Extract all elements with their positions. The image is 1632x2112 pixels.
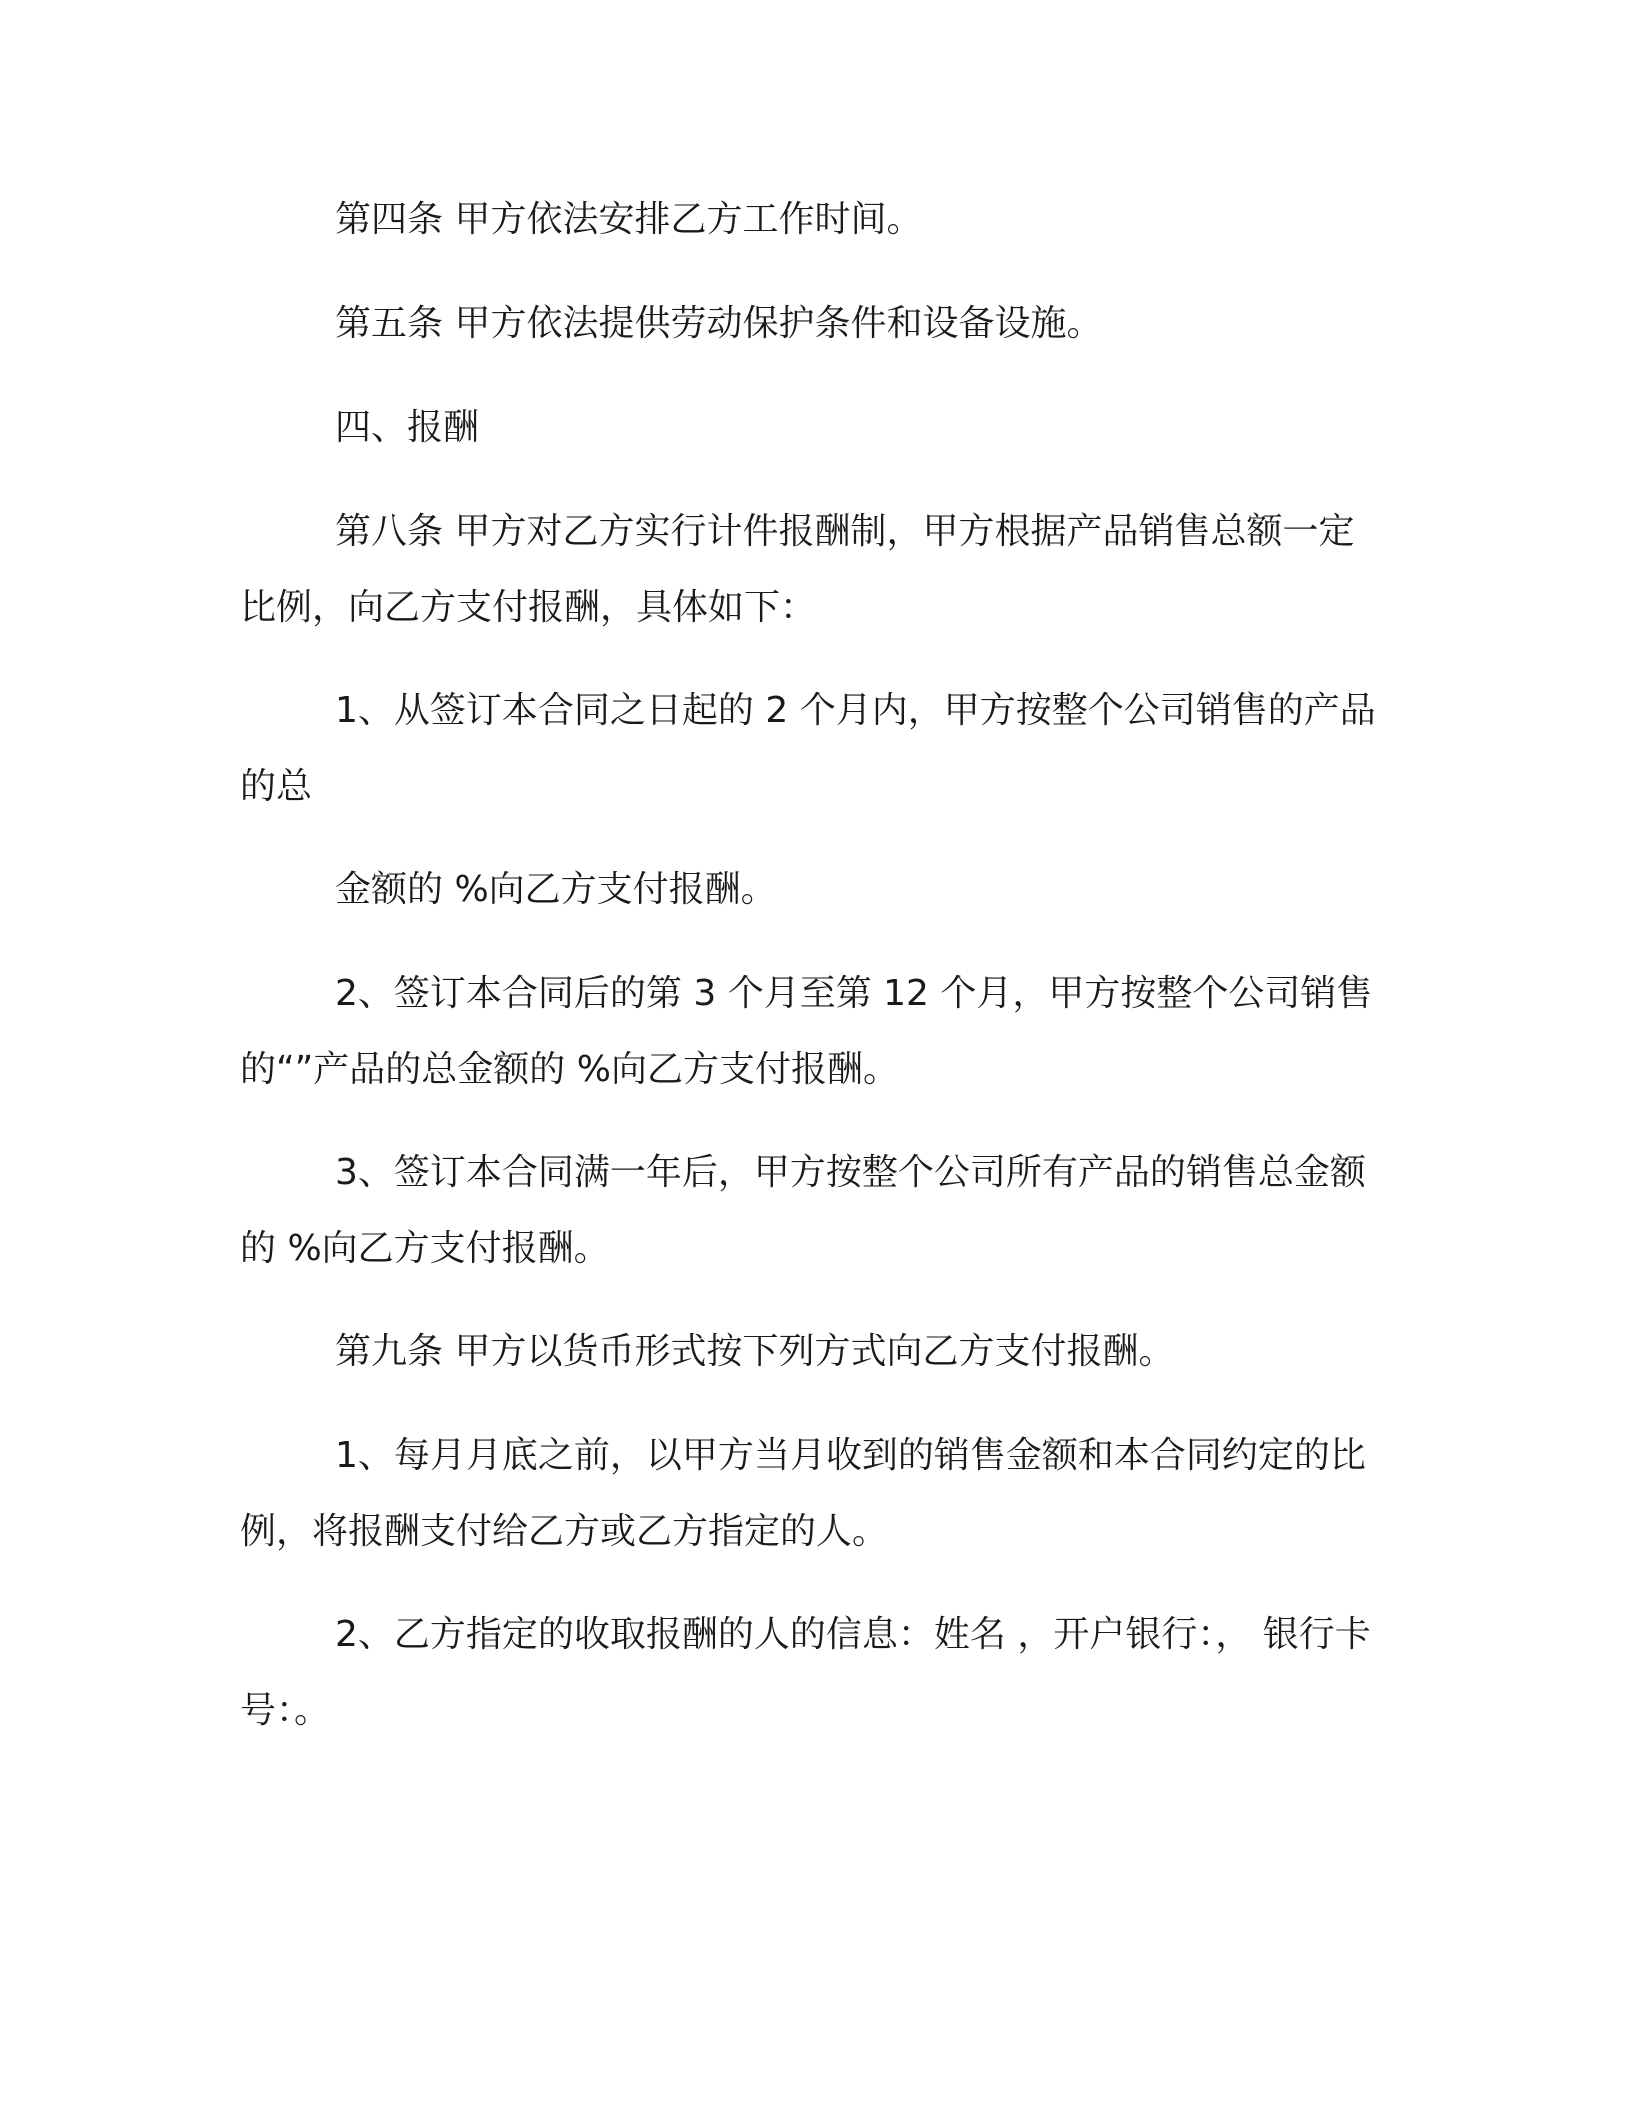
article-9: 第九条 甲方以货币形式按下列方式向乙方支付报酬。 — [335, 1331, 1175, 1372]
article-8-item-1-continued: 金额的 %向乙方支付报酬。 — [335, 869, 777, 910]
section-heading-remuneration: 四、报酬 — [335, 407, 480, 448]
article-4: 第四条 甲方依法安排乙方工作时间。 — [335, 199, 923, 240]
article-8-item-3: 3、签订本合同满一年后，甲方按整个公司所有产品的销售总金额的 %向乙方支付报酬。 — [240, 1152, 1366, 1269]
article-8-item-1: 1、从签订本合同之日起的 2 个月内，甲方按整个公司销售的产品的总 — [240, 690, 1376, 807]
article-5: 第五条 甲方依法提供劳动保护条件和设备设施。 — [335, 303, 1103, 344]
article-8-item-2: 2、签订本合同后的第 3 个月至第 12 个月，甲方按整个公司销售的“”产品的总金额的 %向乙方支付报酬。 — [240, 973, 1373, 1090]
article-9-item-1: 1、每月月底之前，以甲方当月收到的销售金额和本合同约定的比例，将报酬支付给乙方或乙方指定的人。 — [240, 1435, 1366, 1552]
article-9-item-2: 2、乙方指定的收取报酬的人的信息：姓名 ，开户银行：， 银行卡号：。 — [240, 1614, 1371, 1731]
article-8: 第八条 甲方对乙方实行计件报酬制，甲方根据产品销售总额一定比例，向乙方支付报酬，具体如下： — [240, 511, 1355, 628]
